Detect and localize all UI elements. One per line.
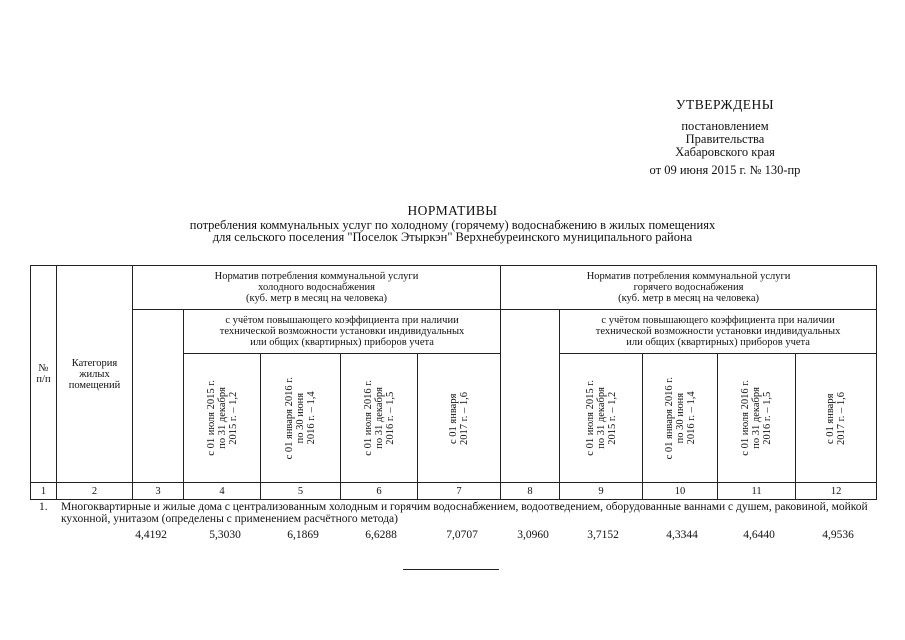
approval-title: УТВЕРЖДЕНЫ [675,97,775,112]
approval-line-3: Хабаровского края [675,145,775,159]
header-hot-period-1: с 01 июля 2015 г. по 31 декабря 2015 г. – 1,2 [560,354,643,483]
column-number: 10 [643,483,718,500]
approval-block [560,97,890,177]
value-hot-period-2: 4,3344 [666,529,698,541]
document-title-block [0,203,905,243]
column-number: 1 [31,483,57,500]
value-cold-base: 4,4192 [135,529,167,541]
column-number: 2 [57,483,133,500]
value-cold-period-4: 7,0707 [446,529,478,541]
row-1-text: Многоквартирные и жилые дома с централизованным холодным и горячим водоснабжением, водоотведением, оборудованные ваннами с душем, раковиной, мойкой кухонной, унитазом (определены с применением расчётного метода) [61,501,868,525]
column-number: 8 [501,483,560,500]
column-number-row [31,483,877,500]
value-cold-period-3: 6,6288 [365,529,397,541]
header-cold-coef: с учётом повышающего коэффициента при наличии технической возможности установки индивидуальных или общих (квартирных) приборов учета [184,310,501,354]
header-cold-period-4: с 01 января 2017 г. – 1,6 [418,354,501,483]
column-number: 7 [418,483,501,500]
header-cold-base [133,310,184,483]
column-number: 5 [261,483,341,500]
column-number: 11 [718,483,796,500]
header-cold-period-1: с 01 июля 2015 г. по 31 декабря 2015 г. – 1,2 [184,354,261,483]
norms-table [30,265,877,500]
value-hot-period-4: 4,9536 [822,529,854,541]
approval-date: от 09 июня 2015 г. № 130-пр [649,163,801,177]
value-hot-base: 3,0960 [517,529,549,541]
header-category: Категория жилых помещений [57,266,133,483]
value-cold-period-1: 5,3030 [209,529,241,541]
header-hot-period-4: с 01 января 2017 г. – 1,6 [796,354,877,483]
document-title: НОРМАТИВЫ [407,203,498,218]
column-number: 3 [133,483,184,500]
header-hot: Норматив потребления коммунальной услуги горячего водоснабжения (куб. метр в месяц на человека) [501,266,877,310]
document-subtitle-2: для сельского поселения "Поселок Этыркэн" Верхнебуреинского муниципального района [212,230,693,244]
value-hot-period-3: 4,6440 [743,529,775,541]
header-hot-base [501,310,560,483]
column-number: 12 [796,483,877,500]
header-cold: Норматив потребления коммунальной услуги холодного водоснабжения (куб. метр в месяц на человека) [133,266,501,310]
header-hot-coef: с учётом повышающего коэффициента при наличии технической возможности установки индивидуальных или общих (квартирных) приборов учета [560,310,877,354]
header-hot-period-3: с 01 июля 2016 г. по 31 декабря 2016 г. – 1,5 [718,354,796,483]
row-1-description [39,501,884,525]
column-number: 6 [341,483,418,500]
column-number: 4 [184,483,261,500]
row-1-number: 1. [39,501,48,513]
header-cold-period-2: с 01 января 2016 г. по 30 июня 2016 г. – 1,4 [261,354,341,483]
value-hot-period-1: 3,7152 [587,529,619,541]
footer-divider [403,569,499,570]
header-cold-period-3: с 01 июля 2016 г. по 31 декабря 2016 г. – 1,5 [341,354,418,483]
header-num: № п/п [31,266,57,483]
document-subtitle-1: потребления коммунальных услуг по холодному (горячему) водоснабжению в жилых помещениях [189,218,716,232]
approval-line-1: постановлением [681,119,769,133]
value-cold-period-2: 6,1869 [287,529,319,541]
header-hot-period-2: с 01 января 2016 г. по 30 июня 2016 г. – 1,4 [643,354,718,483]
approval-line-2: Правительства [685,132,765,146]
column-number: 9 [560,483,643,500]
